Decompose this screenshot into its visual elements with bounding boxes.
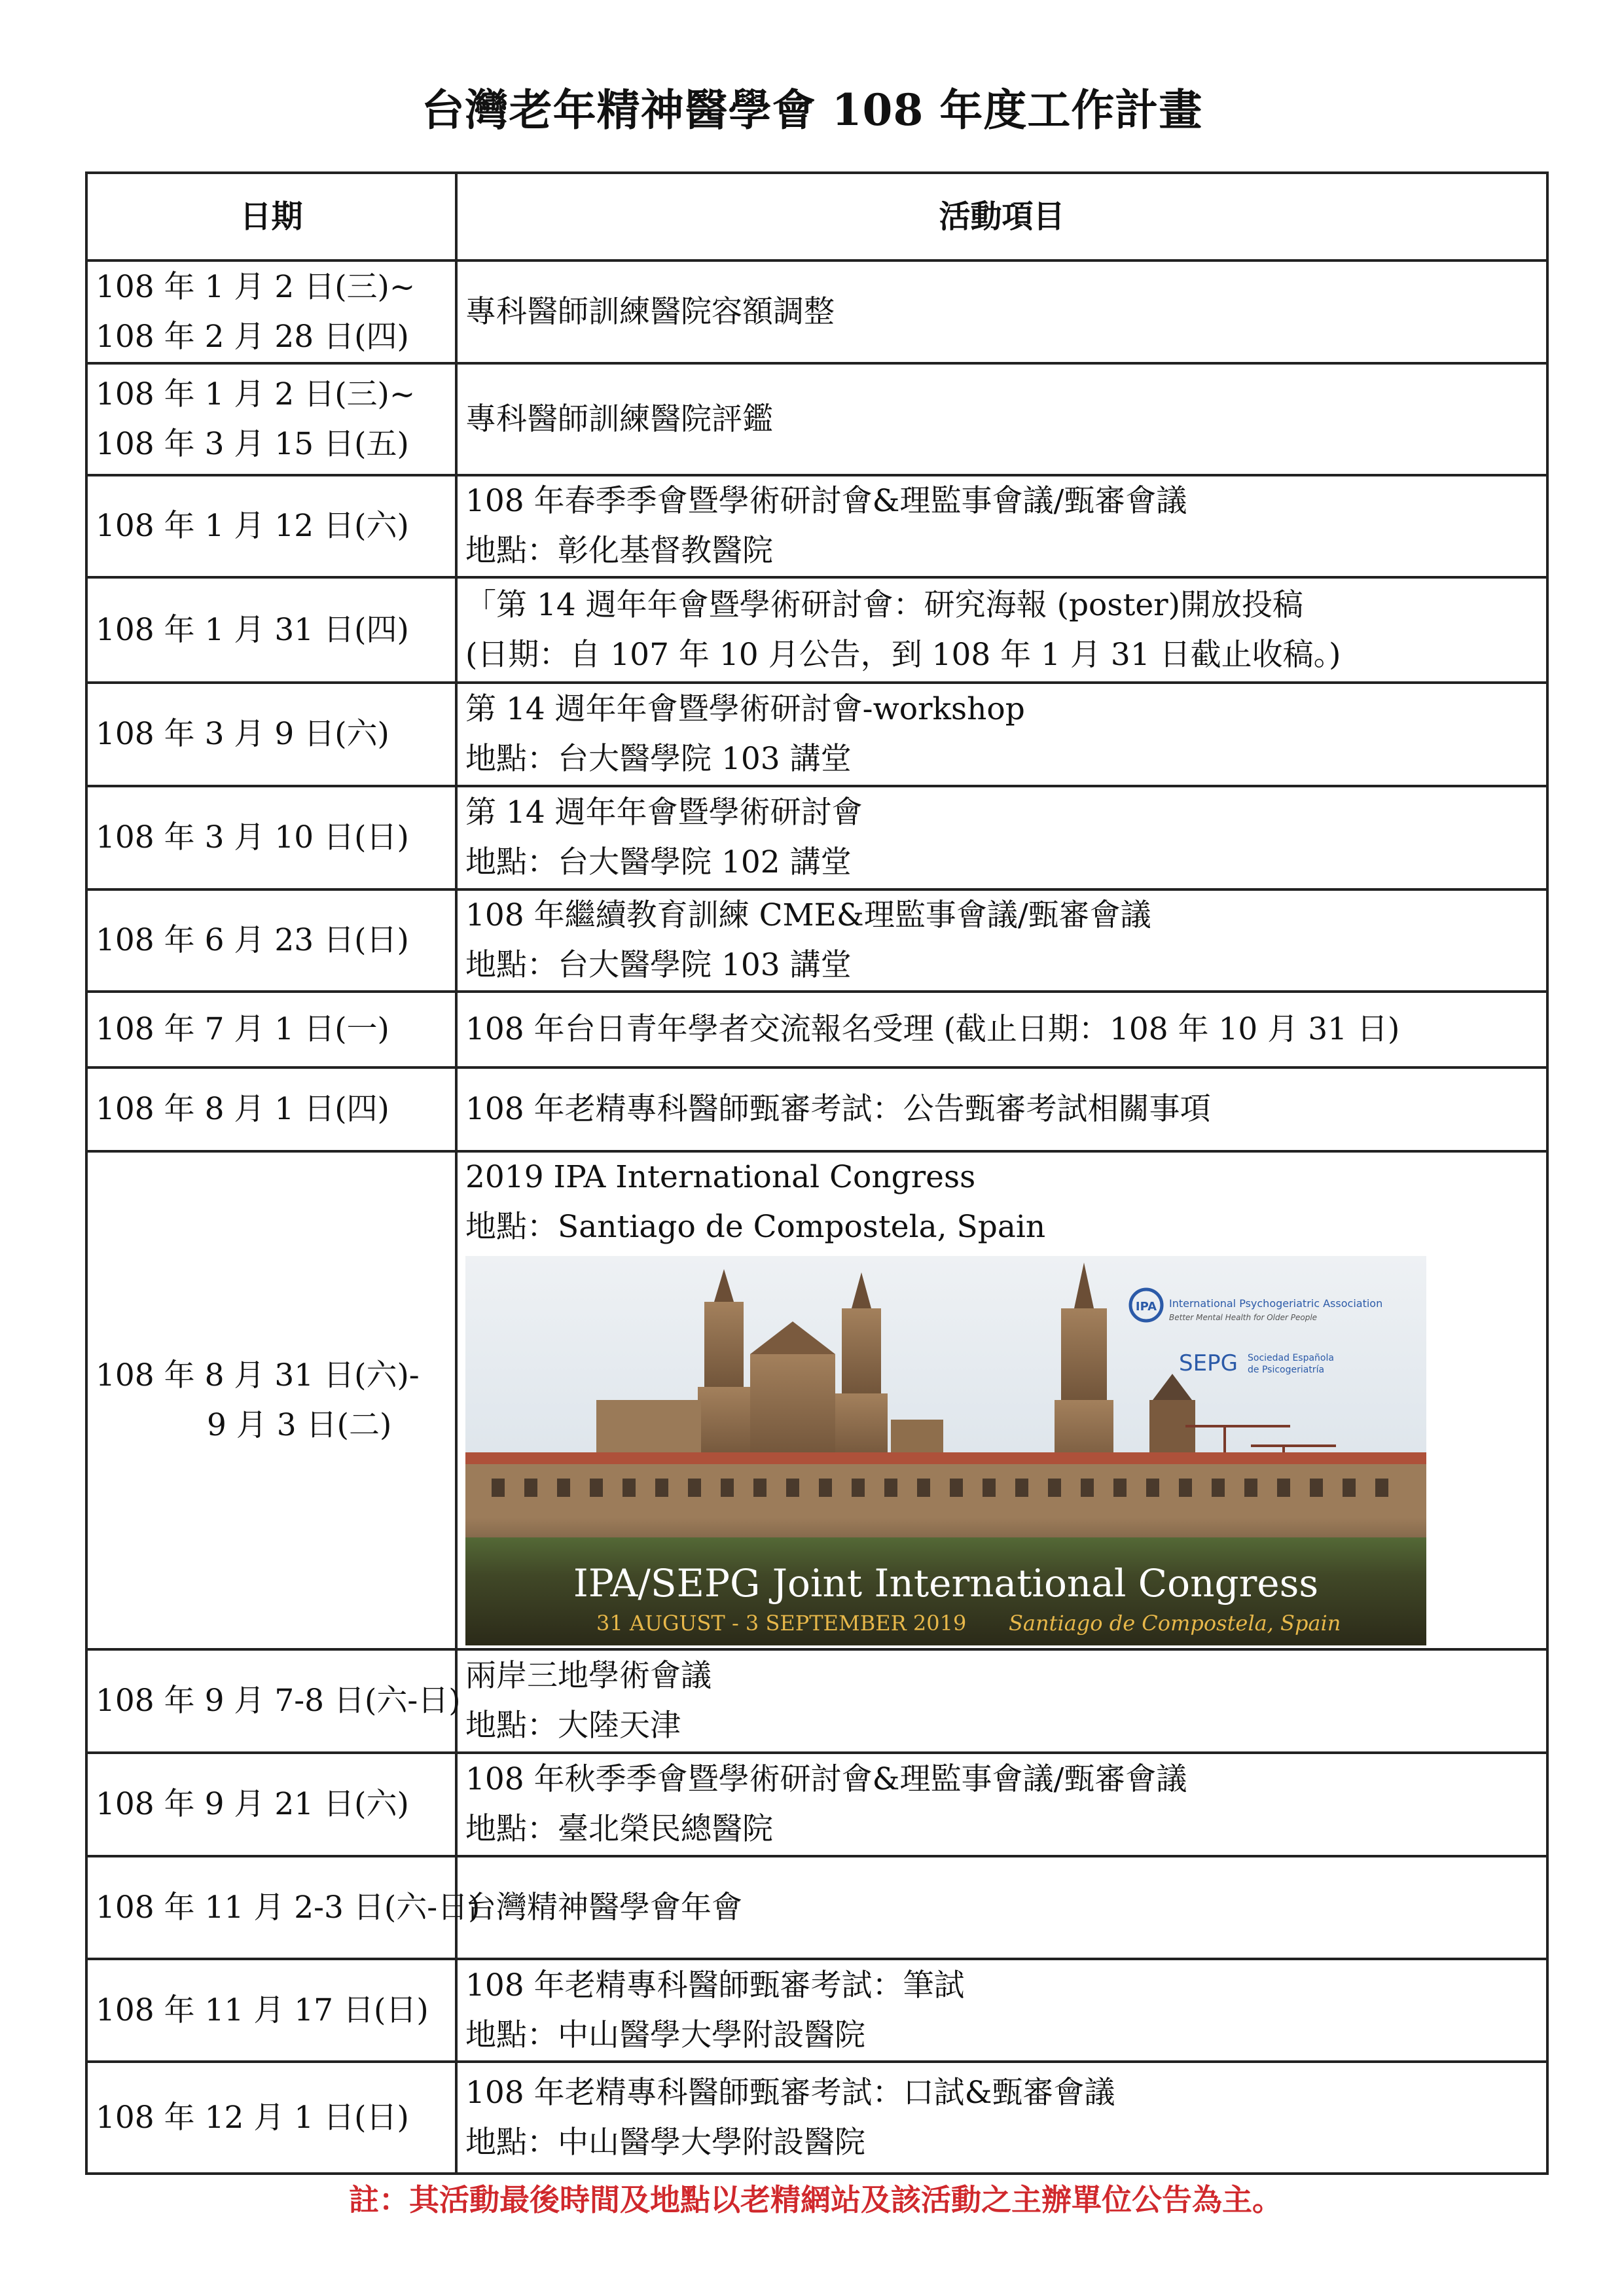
date-line: 108 年 3 月 15 日(五) <box>96 425 409 462</box>
page-title: 台灣老年精神醫學會 108 年度工作計畫 <box>421 84 1203 135</box>
activity-line: 專科醫師訓練醫院容額調整 <box>465 293 835 330</box>
banner-place: Santiago de Compostela, Spain <box>1009 1611 1341 1636</box>
date-cell <box>86 475 456 577</box>
table-row <box>86 1753 1547 1856</box>
table-row <box>86 1959 1547 2062</box>
date-cell <box>86 1151 456 1649</box>
location-line: 地點：彰化基督教醫院 <box>465 533 773 569</box>
activity-cell <box>456 1151 1547 1649</box>
date-cell <box>86 2062 456 2174</box>
activity-line: 108 年春季季會暨學術研討會&理監事會議/甄審會議 <box>465 483 1187 519</box>
activity-line: 108 年老精專科醫師甄審考試：口試&甄審會議 <box>465 2074 1115 2111</box>
date-line: 108 年 12 月 1 日(日) <box>96 2099 409 2136</box>
banner-title: IPA/SEPG Joint International Congress <box>573 1561 1319 1605</box>
activity-line: 台灣精神醫學會年會 <box>465 1889 742 1926</box>
date-line: 108 年 1 月 2 日(三)~ <box>96 376 416 412</box>
table-row <box>86 475 1547 577</box>
activity-line: 108 年台日青年學者交流報名受理 (截止日期：108 年 10 月 31 日) <box>465 1011 1400 1047</box>
date-line: 108 年 6 月 23 日(日) <box>96 922 409 958</box>
activity-cell <box>456 475 1547 577</box>
date-cell <box>86 1753 456 1856</box>
date-cell <box>86 1067 456 1151</box>
org-name: International Psychogeriatric Association <box>1169 1297 1383 1310</box>
date-line: 108 年 1 月 2 日(三)~ <box>96 268 416 305</box>
table-row <box>86 786 1547 889</box>
santiago-cathedral-photo <box>465 1256 1426 1645</box>
location-line: 地點：Santiago de Compostela, Spain <box>465 1209 1046 1245</box>
header-date: 日期 <box>86 173 456 260</box>
table-row <box>86 1856 1547 1959</box>
activity-line: 專科醫師訓練醫院評鑑 <box>465 401 773 437</box>
date-cell <box>86 786 456 889</box>
activity-line: 第 14 週年年會暨學術研討會 <box>465 795 863 831</box>
date-line: 108 年 11 月 17 日(日) <box>96 1992 429 2028</box>
table-row <box>86 260 1547 363</box>
date-line: 108 年 3 月 10 日(日) <box>96 819 409 855</box>
table-row <box>86 889 1547 992</box>
sepg-name-line1: Sociedad Española <box>1248 1353 1334 1363</box>
date-line: 108 年 9 月 7-8 日(六-日) <box>96 1683 461 1719</box>
activity-cell <box>456 786 1547 889</box>
activity-cell <box>456 1067 1547 1151</box>
activity-cell <box>456 1753 1547 1856</box>
work-plan-table <box>85 171 1549 2175</box>
table-row <box>86 1649 1547 1753</box>
activity-cell <box>456 363 1547 475</box>
table-row <box>86 2062 1547 2174</box>
date-line: 108 年 7 月 1 日(一) <box>96 1011 389 1047</box>
table-header-row <box>86 173 1547 260</box>
date-cell <box>86 1649 461 1753</box>
location-line: 地點：臺北榮民總醫院 <box>465 1811 773 1847</box>
date-cell <box>86 992 456 1067</box>
activity-line: 108 年老精專科醫師甄審考試：公告甄審考試相關事項 <box>465 1091 1211 1127</box>
date-cell <box>86 260 456 363</box>
date-line: 108 年 8 月 1 日(四) <box>96 1091 389 1127</box>
location-line: 地點：中山醫學大學附設醫院 <box>465 2017 865 2053</box>
location-line: 地點：台大醫學院 103 講堂 <box>465 741 852 777</box>
location-line: 地點：中山醫學大學附設醫院 <box>465 2124 865 2161</box>
date-cell <box>86 577 456 683</box>
date-line: 108 年 11 月 2-3 日(六-日) <box>96 1889 480 1926</box>
logo-abbr: IPA <box>1135 1300 1157 1314</box>
header-activity: 活動項目 <box>456 173 1547 260</box>
activity-cell <box>456 1649 1547 1753</box>
table-row <box>86 683 1547 786</box>
activity-line: 2019 IPA International Congress <box>465 1159 976 1195</box>
date-line: 108 年 3 月 9 日(六) <box>96 716 389 752</box>
activity-cell <box>456 2062 1547 2174</box>
activity-line: 108 年老精專科醫師甄審考試：筆試 <box>465 1967 965 2003</box>
activity-line: 兩岸三地學術會議 <box>465 1658 712 1694</box>
org-tagline: Better Mental Health for Older People <box>1169 1313 1318 1322</box>
activity-cell <box>456 683 1547 786</box>
location-line: 地點：大陸天津 <box>465 1708 681 1744</box>
activity-line: (日期：自 107 年 10 月公告，到 108 年 1 月 31 日截止收稿。) <box>465 636 1341 673</box>
date-line: 108 年 2 月 28 日(四) <box>96 318 409 355</box>
activity-line: 第 14 週年年會暨學術研討會-workshop <box>465 691 1025 727</box>
table-row <box>86 363 1547 475</box>
date-line: 108 年 9 月 21 日(六) <box>96 1786 409 1822</box>
activity-line: 108 年繼續教育訓練 CME&理監事會議/甄審會議 <box>465 897 1151 933</box>
date-cell <box>86 683 456 786</box>
table-row <box>86 992 1547 1067</box>
date-line: 9 月 3 日(二) <box>207 1407 392 1443</box>
date-line: 108 年 1 月 12 日(六) <box>96 508 409 544</box>
activity-line: 「第 14 週年年會暨學術研討會：研究海報 (poster)開放投稿 <box>465 586 1303 623</box>
date-cell <box>86 1959 456 2062</box>
table-row <box>86 1151 1547 1649</box>
date-line: 108 年 8 月 31 日(六)- <box>96 1357 420 1393</box>
activity-cell <box>456 889 1547 992</box>
activity-line: 108 年秋季季會暨學術研討會&理監事會議/甄審會議 <box>465 1761 1187 1797</box>
activity-cell <box>456 577 1547 683</box>
footnote: 註：其活動最後時間及地點以老精網站及該活動之主辦單位公告為主。 <box>349 2182 1282 2217</box>
date-cell <box>86 1856 480 1959</box>
date-line: 108 年 1 月 31 日(四) <box>96 611 409 648</box>
congress-banner-image <box>465 1256 1426 1645</box>
sepg-abbr: SEPG <box>1179 1350 1238 1376</box>
location-line: 地點：台大醫學院 103 講堂 <box>465 947 852 983</box>
activity-cell <box>456 260 1547 363</box>
date-cell <box>86 363 456 475</box>
activity-cell <box>456 992 1547 1067</box>
activity-cell <box>456 1856 1547 1959</box>
banner-dates: 31 AUGUST - 3 SEPTEMBER 2019 <box>596 1611 967 1636</box>
table-row <box>86 1067 1547 1151</box>
date-cell <box>86 889 456 992</box>
table-row <box>86 577 1547 683</box>
activity-cell <box>456 1959 1547 2062</box>
sepg-name-line2: de Psicogeriatría <box>1248 1365 1325 1375</box>
location-line: 地點：台大醫學院 102 講堂 <box>465 844 852 880</box>
